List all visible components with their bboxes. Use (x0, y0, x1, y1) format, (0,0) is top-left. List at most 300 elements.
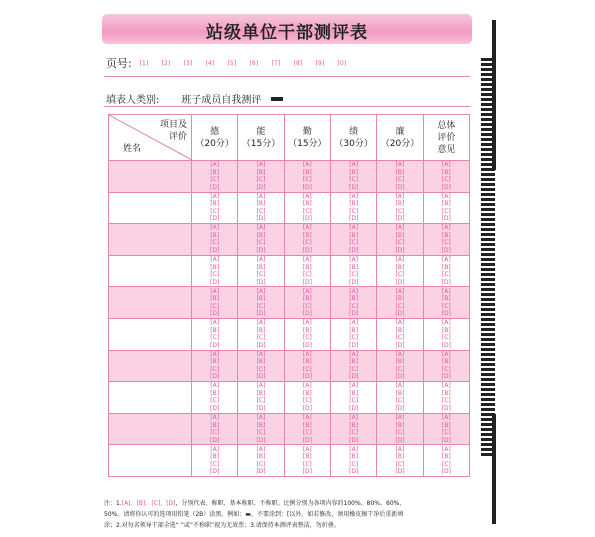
option-bubble[interactable]: [A] (256, 161, 266, 169)
timing-tick (481, 153, 495, 156)
name-cell[interactable] (109, 161, 192, 193)
page-number-option[interactable]: [1] (139, 59, 149, 67)
option-bubble[interactable]: [A] (349, 224, 359, 232)
option-bubble[interactable]: [D] (395, 404, 405, 412)
timing-tick (481, 298, 495, 301)
option-bubble[interactable]: [C] (302, 207, 312, 215)
option-bubble[interactable]: [C] (256, 176, 266, 184)
option-bubble[interactable]: [C] (441, 271, 451, 279)
option-bubble[interactable]: [D] (302, 246, 312, 254)
option-bubble[interactable]: [B] (256, 263, 266, 271)
name-cell[interactable] (109, 413, 192, 445)
timing-tick (481, 383, 495, 386)
option-bubble[interactable]: [C] (302, 429, 312, 437)
option-bubble[interactable]: [C] (349, 460, 359, 468)
timing-tick (481, 143, 495, 146)
page-number-option[interactable]: [6] (249, 59, 259, 67)
option-bubble[interactable]: [B] (302, 263, 312, 271)
timing-tick (481, 343, 495, 346)
option-bubble[interactable]: [C] (302, 397, 312, 405)
option-bubble[interactable]: [D] (256, 310, 266, 318)
option-bubble[interactable]: [C] (210, 365, 220, 373)
option-bubble[interactable]: [A] (256, 350, 266, 358)
timing-tick (481, 243, 495, 246)
option-bubble[interactable]: [D] (395, 246, 405, 254)
option-bubble[interactable]: [D] (441, 310, 451, 318)
timing-tick (481, 368, 495, 371)
option-bubble[interactable]: [B] (349, 453, 359, 461)
option-bubble[interactable]: [A] (256, 414, 266, 422)
option-bubble[interactable]: [A] (210, 224, 220, 232)
option-bubble[interactable]: [D] (256, 468, 266, 476)
option-bubble[interactable]: [D] (256, 215, 266, 223)
option-bubble[interactable]: [B] (349, 326, 359, 334)
option-bubble[interactable]: [B] (395, 358, 405, 366)
option-bubble[interactable]: [A] (441, 414, 451, 422)
option-bubble[interactable]: [D] (256, 373, 266, 381)
option-bubble[interactable]: [D] (348, 341, 359, 349)
option-bubble[interactable]: [C] (302, 239, 312, 247)
option-bubble[interactable]: [A] (395, 414, 405, 422)
option-bubble[interactable]: [B] (302, 168, 312, 176)
option-bubble[interactable]: [A] (441, 161, 451, 169)
option-bubble[interactable]: [B] (256, 389, 266, 397)
option-bubble[interactable]: [A] (302, 350, 312, 358)
option-bubble[interactable]: [A] (395, 256, 405, 264)
option-bubble[interactable]: [B] (302, 453, 312, 461)
timing-tick (481, 373, 495, 376)
name-cell[interactable] (109, 192, 192, 224)
option-bubble[interactable]: [C] (395, 429, 405, 437)
page-number-option[interactable]: [0] (337, 59, 347, 67)
option-bubble[interactable]: [C] (395, 176, 405, 184)
option-bubble[interactable]: [A] (210, 350, 220, 358)
timing-tick (481, 193, 495, 196)
option-bubble[interactable]: [C] (302, 460, 312, 468)
option-bubble[interactable]: [B] (256, 231, 266, 239)
option-bubble[interactable]: [C] (395, 239, 405, 247)
option-bubble[interactable]: [D] (302, 310, 312, 318)
option-bubble[interactable]: [C] (349, 271, 359, 279)
option-bubble[interactable]: [C] (349, 334, 359, 342)
option-bubble[interactable]: [A] (302, 445, 312, 453)
option-bubble[interactable]: [B] (256, 421, 266, 429)
option-bubble[interactable]: [A] (349, 161, 359, 169)
option-bubble[interactable]: [D] (395, 215, 405, 223)
option-bubble[interactable]: [B] (302, 200, 312, 208)
option-bubble[interactable]: [C] (349, 397, 359, 405)
option-bubble[interactable]: [D] (395, 183, 405, 191)
option-bubble[interactable]: [A] (349, 287, 359, 295)
option-bubble[interactable]: [A] (441, 445, 451, 453)
option-bubble[interactable]: [B] (256, 453, 266, 461)
option-bubble[interactable]: [B] (210, 389, 220, 397)
option-bubble[interactable]: [B] (210, 231, 220, 239)
option-bubble[interactable]: [B] (441, 453, 451, 461)
timing-tick (481, 393, 495, 396)
option-bubble[interactable]: [C] (302, 302, 312, 310)
option-bubble[interactable]: [C] (441, 334, 451, 342)
option-bubble[interactable]: [C] (210, 429, 220, 437)
option-bubble[interactable]: [A] (210, 414, 220, 422)
option-bubble[interactable]: [A] (210, 256, 220, 264)
option-bubble[interactable]: [B] (441, 421, 451, 429)
option-bubble[interactable]: [B] (349, 263, 359, 271)
option-bubble[interactable]: [D] (395, 278, 405, 286)
option-bubble[interactable]: [C] (349, 176, 359, 184)
option-bubble[interactable]: [A] (395, 445, 405, 453)
option-bubble[interactable]: [D] (256, 183, 266, 191)
timing-tick (481, 203, 495, 206)
option-bubble[interactable]: [B] (256, 200, 266, 208)
option-bubble[interactable]: [A] (441, 256, 451, 264)
option-bubble[interactable]: [C] (256, 271, 266, 279)
option-bubble[interactable]: [B] (210, 168, 220, 176)
option-cell (192, 287, 238, 319)
option-bubble[interactable]: [A] (256, 319, 266, 327)
option-bubble[interactable]: [A] (210, 382, 220, 390)
option-bubble[interactable]: [B] (395, 389, 405, 397)
option-bubble[interactable]: [D] (210, 373, 220, 381)
option-bubble[interactable]: [C] (395, 271, 405, 279)
option-bubble[interactable]: [B] (302, 389, 312, 397)
option-bubble[interactable]: [C] (256, 460, 266, 468)
option-bubble[interactable]: [D] (348, 373, 359, 381)
option-bubble[interactable]: [B] (302, 358, 312, 366)
option-bubble[interactable]: [C] (395, 302, 405, 310)
option-bubble[interactable]: [A] (302, 256, 312, 264)
option-bubble[interactable]: [D] (395, 373, 405, 381)
option-bubble[interactable]: [C] (441, 239, 451, 247)
option-bubble[interactable]: [D] (210, 468, 220, 476)
option-bubble[interactable]: [B] (210, 326, 220, 334)
option-bubble[interactable]: [D] (256, 436, 266, 444)
option-bubble[interactable]: [A] (210, 161, 220, 169)
option-bubble[interactable]: [D] (441, 215, 451, 223)
evaluation-table (108, 114, 470, 477)
option-bubble[interactable]: [C] (210, 397, 220, 405)
option-bubble[interactable]: [D] (441, 278, 451, 286)
option-bubble[interactable]: [A] (395, 192, 405, 200)
option-bubble[interactable]: [A] (210, 287, 220, 295)
option-bubble[interactable]: [D] (348, 278, 359, 286)
option-bubble[interactable]: [C] (256, 365, 266, 373)
option-bubble[interactable]: [D] (348, 215, 359, 223)
option-bubble[interactable]: [B] (302, 421, 312, 429)
option-bubble[interactable]: [A] (349, 350, 359, 358)
option-bubble[interactable]: [A] (349, 192, 359, 200)
timing-tick (481, 358, 495, 361)
option-bubble[interactable]: [C] (395, 397, 405, 405)
option-cell (284, 382, 330, 414)
table-row (109, 192, 470, 224)
page-number-option[interactable]: [8] (293, 59, 303, 67)
option-bubble[interactable]: [A] (349, 382, 359, 390)
option-bubble[interactable]: [C] (210, 239, 220, 247)
option-bubble[interactable]: [D] (348, 404, 359, 412)
option-bubble[interactable]: [A] (256, 256, 266, 264)
option-cell (284, 224, 330, 256)
option-bubble[interactable]: [B] (395, 453, 405, 461)
option-bubble[interactable]: [A] (302, 414, 312, 422)
page-number-option[interactable]: [4] (205, 59, 215, 67)
option-bubble[interactable]: [D] (302, 341, 312, 349)
option-bubble[interactable]: [A] (256, 192, 266, 200)
timing-tick (481, 128, 495, 131)
option-bubble[interactable]: [C] (441, 302, 451, 310)
option-bubble[interactable]: [D] (302, 215, 312, 223)
option-bubble[interactable]: [D] (441, 246, 451, 254)
option-bubble[interactable]: [D] (395, 468, 405, 476)
title-bar (102, 14, 472, 44)
option-bubble[interactable]: [A] (395, 319, 405, 327)
option-bubble[interactable]: [D] (302, 278, 312, 286)
option-bubble[interactable]: [C] (441, 176, 451, 184)
option-bubble[interactable]: [C] (395, 334, 405, 342)
option-bubble[interactable]: [A] (395, 161, 405, 169)
option-bubble[interactable]: [D] (210, 310, 220, 318)
option-bubble[interactable]: [D] (441, 373, 451, 381)
option-bubble[interactable]: [A] (395, 382, 405, 390)
option-bubble[interactable]: [C] (302, 365, 312, 373)
option-bubble[interactable]: [A] (395, 350, 405, 358)
option-bubble[interactable]: [D] (302, 436, 312, 444)
option-bubble[interactable]: [C] (256, 239, 266, 247)
option-bubble[interactable]: [B] (210, 263, 220, 271)
option-bubble[interactable]: [B] (441, 263, 451, 271)
option-bubble[interactable]: [C] (349, 429, 359, 437)
option-bubble[interactable]: [C] (441, 207, 451, 215)
timing-tick (481, 398, 495, 401)
option-bubble[interactable]: [A] (302, 224, 312, 232)
option-cell (284, 192, 330, 224)
name-cell[interactable] (109, 445, 192, 477)
option-cell (377, 255, 423, 287)
option-bubble[interactable]: [A] (349, 319, 359, 327)
option-bubble[interactable]: [A] (256, 445, 266, 453)
option-bubble[interactable]: [D] (395, 341, 405, 349)
name-cell[interactable] (109, 255, 192, 287)
option-bubble[interactable]: [D] (302, 404, 312, 412)
option-bubble[interactable]: [D] (348, 246, 359, 254)
option-bubble[interactable]: [B] (210, 200, 220, 208)
option-bubble[interactable]: [B] (349, 231, 359, 239)
option-bubble[interactable]: [B] (349, 358, 359, 366)
page-number-option[interactable]: [2] (161, 59, 171, 67)
name-cell[interactable] (109, 224, 192, 256)
header-de: 德 （20分） (192, 115, 238, 161)
option-bubble[interactable]: [A] (395, 224, 405, 232)
option-bubble[interactable]: [B] (395, 231, 405, 239)
option-bubble[interactable]: [B] (395, 200, 405, 208)
timing-tick (481, 338, 495, 341)
option-bubble[interactable]: [B] (441, 200, 451, 208)
option-bubble[interactable]: [B] (256, 168, 266, 176)
option-bubble[interactable]: [D] (348, 468, 359, 476)
option-bubble[interactable]: [B] (210, 295, 220, 303)
option-bubble[interactable]: [D] (210, 404, 220, 412)
option-bubble[interactable]: [D] (210, 341, 220, 349)
filler-mark[interactable] (271, 97, 283, 101)
option-bubble[interactable]: [D] (348, 183, 359, 191)
timing-tick (481, 303, 495, 306)
option-bubble[interactable]: [C] (210, 302, 220, 310)
option-bubble[interactable]: [B] (349, 168, 359, 176)
timing-tick (481, 293, 495, 296)
option-bubble[interactable]: [C] (302, 271, 312, 279)
option-bubble[interactable]: [A] (349, 414, 359, 422)
option-bubble[interactable]: [A] (441, 319, 451, 327)
option-bubble[interactable]: [C] (256, 302, 266, 310)
option-bubble[interactable]: [D] (210, 436, 220, 444)
option-bubble[interactable]: [D] (256, 246, 266, 254)
option-bubble[interactable]: [B] (302, 231, 312, 239)
option-bubble[interactable]: [A] (302, 161, 312, 169)
option-cell (192, 318, 238, 350)
table-row (109, 445, 470, 477)
option-bubble[interactable]: [B] (349, 200, 359, 208)
option-bubble[interactable]: [C] (256, 207, 266, 215)
option-bubble[interactable]: [A] (441, 350, 451, 358)
timing-tick (481, 258, 495, 261)
option-bubble[interactable]: [C] (441, 365, 451, 373)
option-bubble[interactable]: [A] (210, 445, 220, 453)
option-bubble[interactable]: [C] (395, 460, 405, 468)
option-bubble[interactable]: [B] (395, 326, 405, 334)
option-bubble[interactable]: [A] (349, 445, 359, 453)
option-bubble[interactable]: [B] (441, 326, 451, 334)
timing-tick (481, 428, 495, 431)
option-bubble[interactable]: [C] (256, 334, 266, 342)
option-bubble[interactable]: [C] (441, 397, 451, 405)
option-bubble[interactable]: [D] (302, 373, 312, 381)
option-bubble[interactable]: [D] (210, 215, 220, 223)
option-bubble[interactable]: [C] (395, 365, 405, 373)
option-cell (284, 161, 330, 193)
option-bubble[interactable]: [C] (210, 334, 220, 342)
option-bubble[interactable]: [B] (395, 168, 405, 176)
option-bubble[interactable]: [D] (210, 183, 220, 191)
option-bubble[interactable]: [D] (348, 310, 359, 318)
option-bubble[interactable]: [A] (441, 224, 451, 232)
option-cell (192, 192, 238, 224)
page-number-option[interactable]: [3] (183, 59, 193, 67)
option-bubble[interactable]: [B] (395, 421, 405, 429)
option-bubble[interactable]: [D] (302, 183, 312, 191)
timing-tick (481, 108, 495, 111)
option-bubble[interactable]: [A] (302, 319, 312, 327)
option-bubble[interactable]: [D] (441, 341, 451, 349)
option-bubble[interactable]: [B] (210, 421, 220, 429)
option-bubble[interactable]: [B] (256, 358, 266, 366)
option-bubble[interactable]: [A] (256, 224, 266, 232)
page-number-option[interactable]: [9] (315, 59, 325, 67)
option-bubble[interactable]: [D] (210, 246, 220, 254)
option-bubble[interactable]: [A] (441, 382, 451, 390)
option-bubble[interactable]: [B] (441, 358, 451, 366)
option-bubble[interactable]: [D] (256, 404, 266, 412)
option-bubble[interactable]: [B] (441, 389, 451, 397)
option-bubble[interactable]: [B] (349, 421, 359, 429)
option-bubble[interactable]: [D] (395, 436, 405, 444)
name-cell[interactable] (109, 287, 192, 319)
option-bubble[interactable]: [D] (395, 310, 405, 318)
option-bubble[interactable]: [D] (302, 468, 312, 476)
option-bubble[interactable]: [C] (349, 365, 359, 373)
option-bubble[interactable]: [B] (441, 168, 451, 176)
option-bubble[interactable]: [B] (349, 295, 359, 303)
option-bubble[interactable]: [C] (395, 207, 405, 215)
option-bubble[interactable]: [A] (395, 287, 405, 295)
option-bubble[interactable]: [A] (210, 319, 220, 327)
option-bubble[interactable]: [C] (210, 460, 220, 468)
option-bubble[interactable]: [D] (441, 468, 451, 476)
option-bubble[interactable]: [A] (302, 382, 312, 390)
option-bubble[interactable]: [C] (210, 271, 220, 279)
option-bubble[interactable]: [B] (256, 326, 266, 334)
option-bubble[interactable]: [A] (441, 287, 451, 295)
option-bubble[interactable]: [C] (349, 207, 359, 215)
page-number-option[interactable]: [5] (227, 59, 237, 67)
option-bubble[interactable]: [A] (256, 287, 266, 295)
evaluation-sheet (98, 6, 478, 534)
option-bubble[interactable]: [B] (210, 453, 220, 461)
option-bubble[interactable]: [C] (349, 302, 359, 310)
option-bubble[interactable]: [A] (302, 287, 312, 295)
page-number-option[interactable]: [7] (271, 59, 281, 67)
option-bubble[interactable]: [C] (210, 207, 220, 215)
option-bubble[interactable]: [C] (302, 176, 312, 184)
option-bubble[interactable]: [B] (256, 295, 266, 303)
option-bubble[interactable]: [B] (441, 231, 451, 239)
timing-tick (481, 333, 495, 336)
option-bubble[interactable]: [C] (210, 176, 220, 184)
option-bubble[interactable]: [A] (256, 382, 266, 390)
option-bubble[interactable]: [D] (256, 341, 266, 349)
option-bubble[interactable]: [C] (302, 334, 312, 342)
option-bubble[interactable]: [D] (441, 436, 451, 444)
timing-tick (481, 208, 495, 211)
option-bubble[interactable]: [B] (210, 358, 220, 366)
option-bubble[interactable]: [B] (441, 295, 451, 303)
option-bubble[interactable]: [A] (349, 256, 359, 264)
option-bubble[interactable]: [A] (302, 192, 312, 200)
timing-tick (481, 68, 495, 71)
option-cell (238, 192, 284, 224)
name-cell[interactable] (109, 382, 192, 414)
option-bubble[interactable]: [B] (395, 295, 405, 303)
option-bubble[interactable]: [B] (302, 326, 312, 334)
name-cell[interactable] (109, 318, 192, 350)
option-bubble[interactable]: [B] (349, 389, 359, 397)
option-bubble[interactable]: [C] (349, 239, 359, 247)
name-cell[interactable] (109, 350, 192, 382)
option-bubble[interactable]: [C] (256, 429, 266, 437)
option-bubble[interactable]: [C] (256, 397, 266, 405)
option-bubble[interactable]: [C] (441, 460, 451, 468)
option-bubble[interactable]: [D] (256, 278, 266, 286)
option-cell (192, 350, 238, 382)
option-bubble[interactable]: [A] (210, 192, 220, 200)
option-bubble[interactable]: [C] (441, 429, 451, 437)
option-bubble[interactable]: [B] (395, 263, 405, 271)
option-bubble[interactable]: [A] (441, 192, 451, 200)
option-bubble[interactable]: [D] (210, 278, 220, 286)
option-bubble[interactable]: [B] (302, 295, 312, 303)
option-bubble[interactable]: [D] (441, 183, 451, 191)
option-bubble[interactable]: [D] (441, 404, 451, 412)
option-bubble[interactable]: [D] (348, 436, 359, 444)
